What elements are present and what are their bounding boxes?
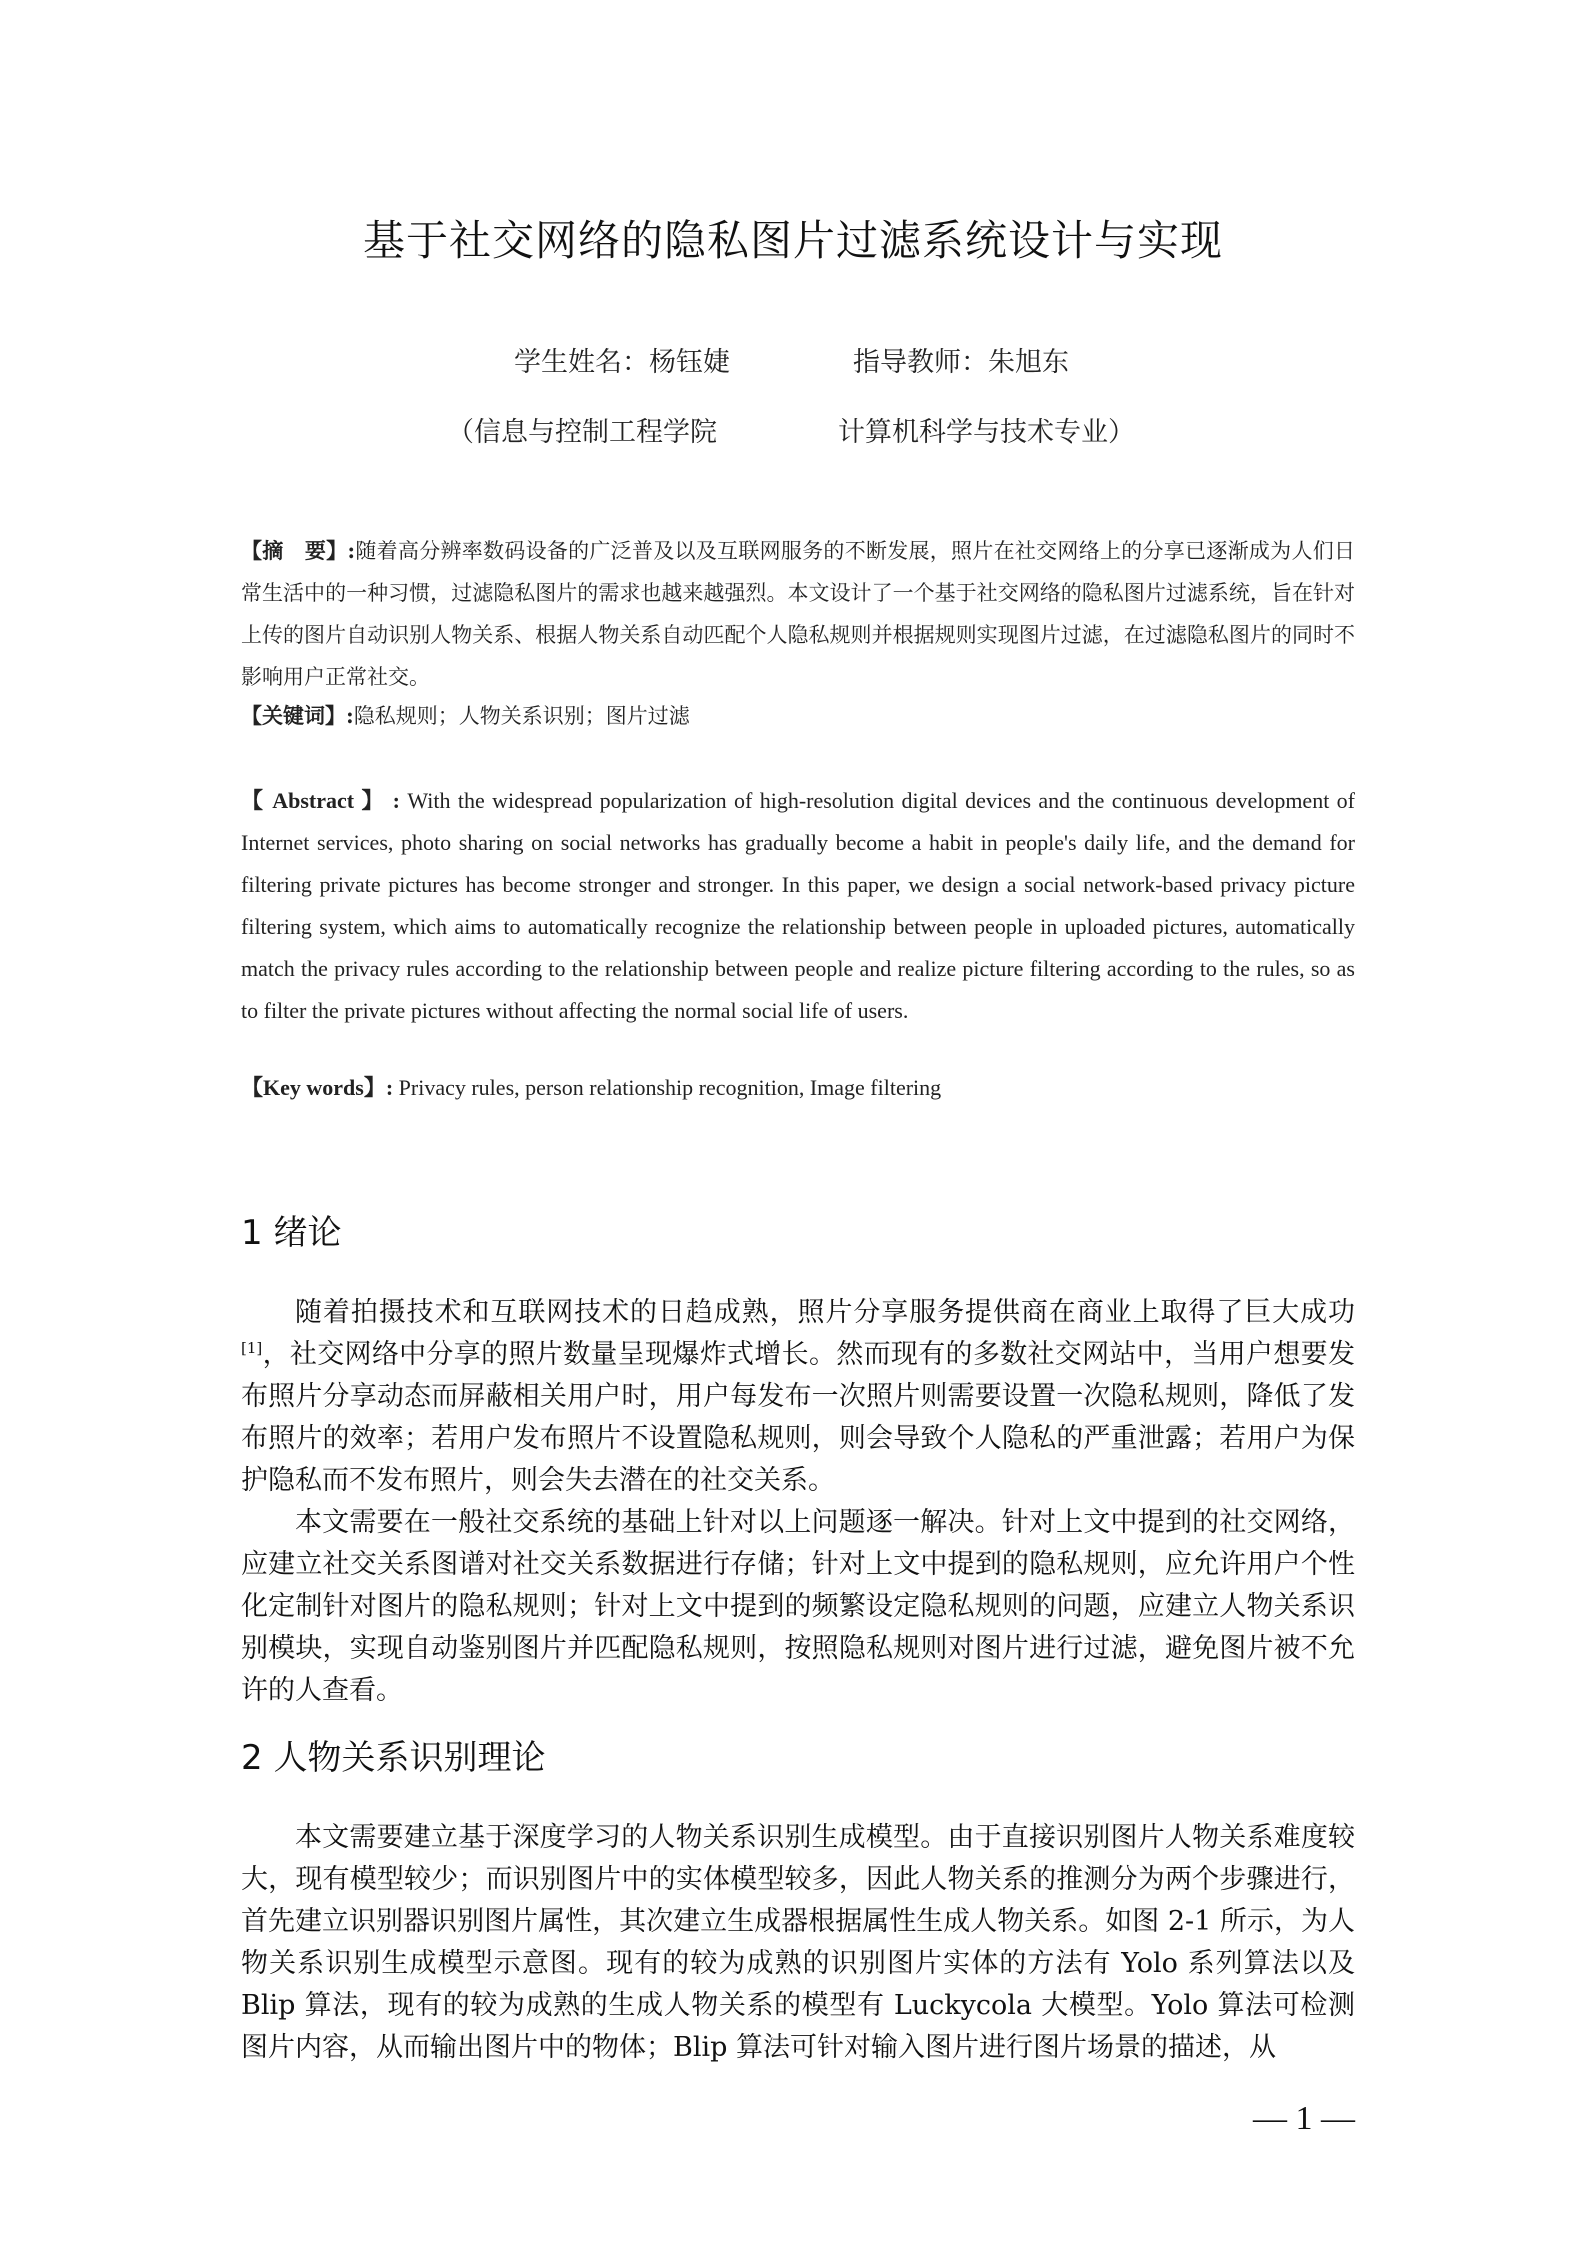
citation-1: [1] [241, 1339, 263, 1357]
major-name: 计算机科学与技术专业） [838, 417, 1135, 448]
keywords-en-text: Privacy rules, person relationship recognition, Image filtering [393, 1075, 942, 1100]
student-name: 学生姓名：杨钰婕 [514, 347, 730, 378]
keywords-cn [241, 698, 1355, 734]
abstract-cn [241, 530, 1355, 698]
section-1-paragraph-1-text-a: 随着拍摄技术和互联网技术的日趋成熟，照片分享服务提供商在商业上取得了巨大成功 [295, 1297, 1355, 1328]
keywords-en-label: 【Key words】: [241, 1075, 394, 1100]
keywords-en [241, 1070, 1355, 1106]
abstract-en-text: With the widespread popularization of high-resolution digital devices and the continuous development of Internet services, photo sharing on social networks has gradually become a habit in people's daily life, and the demand for filtering private pictures has become stronger and stronger. In this paper, we design a social network-based privacy picture filtering system, which aims to automatically recognize the relationship between people in uploaded pictures, automatically match the privacy rules according to the relationship between people and realize picture filtering according to the rules, so as to filter the private pictures without affecting the normal social life of users. [241, 788, 1355, 1023]
keywords-cn-label: 【关键词】: [241, 703, 354, 728]
abstract-cn-text: 随着高分辨率数码设备的广泛普及以及互联网服务的不断发展，照片在社交网络上的分享已逐渐成为人们日常生活中的一种习惯，过滤隐私图片的需求也越来越强烈。本文设计了一个基于社交网络的隐私图片过滤系统，旨在针对上传的图片自动识别人物关系、根据人物关系自动匹配个人隐私规则并根据规则实现图片过滤，在过滤隐私图片的同时不影响用户正常社交。 [241, 539, 1355, 689]
advisor-name: 指导教师：朱旭东 [853, 347, 1069, 378]
abstract-en [241, 780, 1355, 1032]
school-name: （信息与控制工程学院 [447, 417, 717, 448]
section-1-paragraph-1 [241, 1292, 1355, 1502]
abstract-cn-label: 【摘 要】: [241, 538, 356, 563]
section-1-paragraph-1-text-b: ，社交网络中分享的照片数量呈现爆炸式增长。然而现有的多数社交网站中，当用户想要发布照片分享动态而屏蔽相关用户时，用户每发布一次照片则需要设置一次隐私规则，降低了发布照片的效率；若用户发布照片不设置隐私规则，则会导致个人隐私的严重泄露；若用户为保护隐私而不发布照片，则会失去潜在的社交关系。 [241, 1339, 1355, 1496]
page-number: — 1 — [1253, 2100, 1355, 2137]
section-2-paragraph-1: 本文需要建立基于深度学习的人物关系识别生成模型。由于直接识别图片人物关系难度较大，现有模型较少；而识别图片中的实体模型较多，因此人物关系的推测分为两个步骤进行，首先建立识别器识别图片属性，其次建立生成器根据属性生成人物关系。如图 2-1 所示，为人物关系识别生成模型示意图。现有的较为成熟的识别图片实体的方法有 Yolo 系列算法以及 Blip 算法，现有的较为成熟的生成人物关系的模型有 Luckycola 大模型。Yolo 算法可检测图片内容，从而输出图片中的物体；Blip 算法可针对输入图片进行图片场景的描述，从 [241, 1822, 1355, 2063]
paper-title: 基于社交网络的隐私图片过滤系统设计与实现 [362, 216, 1223, 265]
section-1-heading: 1 绪论 [241, 1213, 342, 1253]
keywords-cn-text: 隐私规则；人物关系识别；图片过滤 [353, 704, 690, 728]
section-1-paragraph-2: 本文需要在一般社交系统的基础上针对以上问题逐一解决。针对上文中提到的社交网络，应建立社交关系图谱对社交关系数据进行存储；针对上文中提到的隐私规则，应允许用户个性化定制针对图片的隐私规则；针对上文中提到的频繁设定隐私规则的问题，应建立人物关系识别模块，实现自动鉴别图片并匹配隐私规则，按照隐私规则对图片进行过滤，避免图片被不允许的人查看。 [241, 1507, 1355, 1706]
section-2-heading: 2 人物关系识别理论 [241, 1738, 546, 1778]
abstract-en-label: 【 Abstract 】 : [241, 788, 400, 813]
